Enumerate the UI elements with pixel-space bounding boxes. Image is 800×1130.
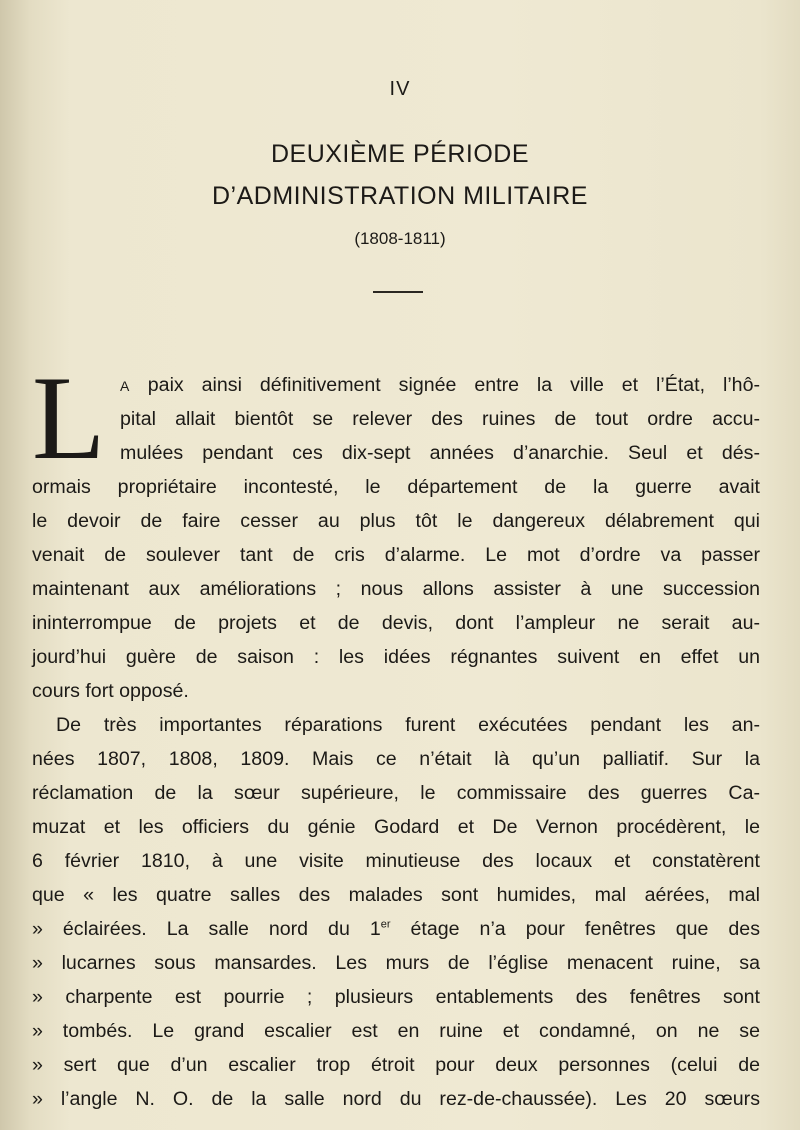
chapter-title-line2: D’ADMINISTRATION MILITAIRE (212, 182, 588, 210)
text-line: De très importantes réparations furent exécutées pendant les an- (56, 714, 760, 736)
text-line (32, 912, 760, 946)
drop-cap: L (32, 351, 106, 484)
text-line: » charpente est pourrie ; plusieurs entablements des fenêtres sont (32, 986, 760, 1008)
chapter-number: IV (389, 78, 411, 100)
chapter-dates: (1808-1811) (354, 229, 446, 248)
text-line: maintenant aux améliorations ; nous allons assister à une succession (32, 578, 760, 600)
text-line: ormais propriétaire incontesté, le département de la guerre avait (32, 476, 760, 498)
superscript: er (380, 918, 391, 931)
text-line: mulées pendant ces dix-sept années d’anarchie. Seul et dés- (120, 442, 760, 464)
text-line: » sert que d’un escalier trop étroit pour deux personnes (celui de (32, 1054, 760, 1076)
first-word-smallcaps: A (120, 378, 130, 394)
chapter-title-line1: DEUXIÈME PÉRIODE (270, 140, 530, 168)
text-line (120, 368, 760, 402)
text-line: ininterrompue de projets et de devis, dont l’ampleur ne serait au- (32, 612, 760, 634)
text-line: jourd’hui guère de saison : les idées régnantes suivent en effet un (32, 646, 760, 668)
text-span: étage n’a pour fenêtres que des (390, 918, 760, 940)
text-line: muzat et les officiers du génie Godard et De Vernon procédèrent, le (32, 816, 760, 838)
text-span: paix ainsi définitivement signée entre la ville et l’État, l’hô- (129, 374, 760, 396)
text-line: » lucarnes sous mansardes. Les murs de l’église menacent ruine, sa (32, 952, 760, 974)
title-rule (373, 291, 423, 293)
text-span: » éclairées. La salle nord du 1 (32, 918, 381, 940)
text-line: » l’angle N. O. de la salle nord du rez-de-chaussée). Les 20 sœurs (32, 1088, 760, 1110)
text-line: réclamation de la sœur supérieure, le commissaire des guerres Ca- (32, 782, 760, 804)
text-line: cours fort opposé. (32, 680, 189, 702)
text-line: nées 1807, 1808, 1809. Mais ce n’était là qu’un palliatif. Sur la (32, 748, 760, 770)
text-line: le devoir de faire cesser au plus tôt le dangereux délabrement qui (32, 510, 760, 532)
text-line: 6 février 1810, à une visite minutieuse des locaux et constatèrent (32, 850, 760, 872)
text-line: venait de soulever tant de cris d’alarme. Le mot d’ordre va passer (32, 544, 760, 566)
text-line: que « les quatre salles des malades sont humides, mal aérées, mal (32, 884, 760, 906)
text-line: pital allait bientôt se relever des ruines de tout ordre accu- (120, 408, 760, 430)
text-line: » tombés. Le grand escalier est en ruine et condamné, on ne se (32, 1020, 760, 1042)
